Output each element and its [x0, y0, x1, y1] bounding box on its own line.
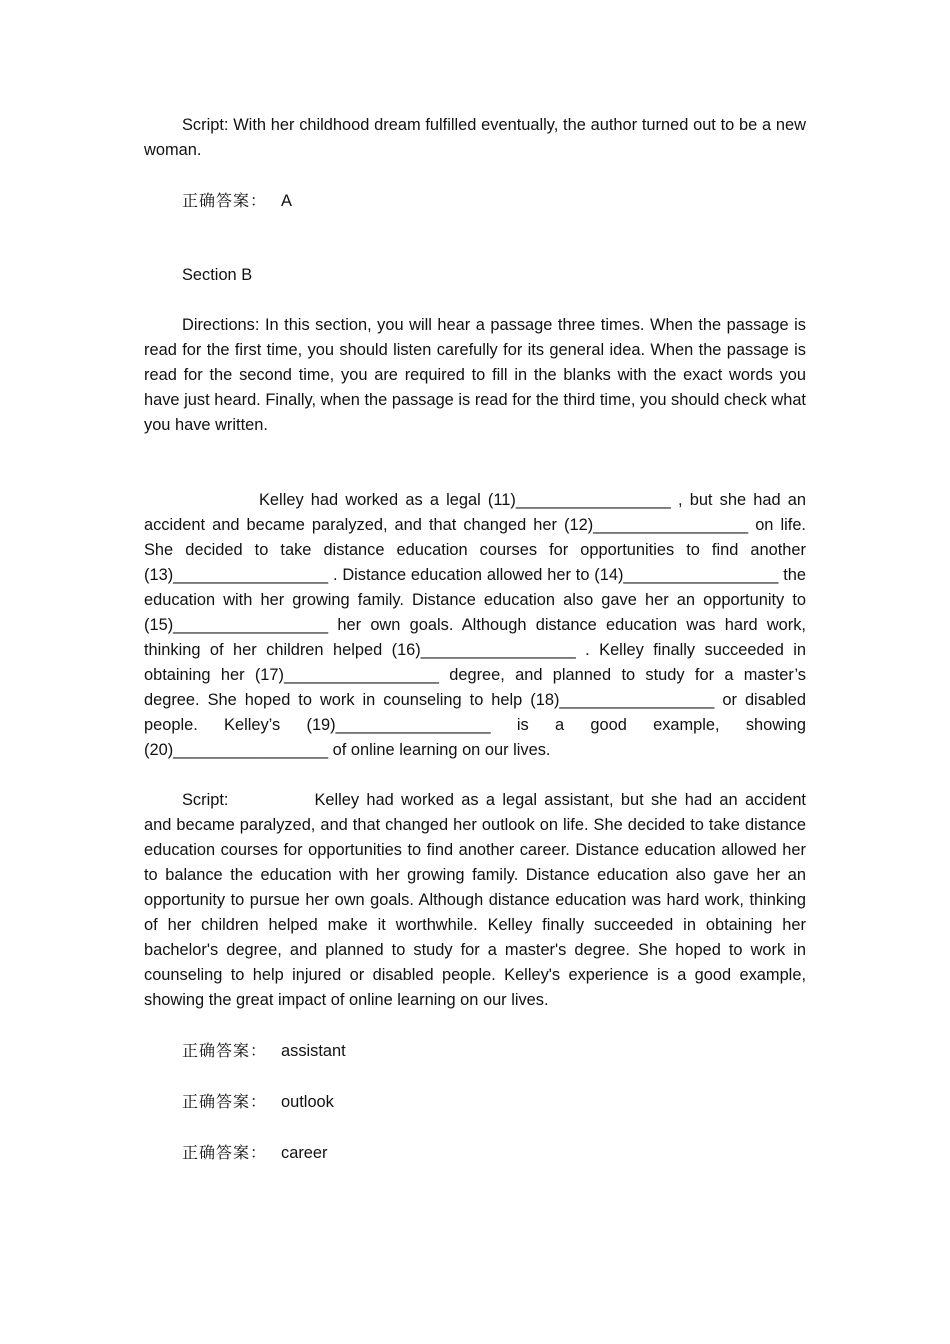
- spacer: [144, 438, 806, 488]
- answer-label: 正确答案：: [182, 1143, 268, 1162]
- answer-value: A: [281, 192, 292, 210]
- answer-line-12: [144, 1089, 806, 1115]
- answer-label: 正确答案：: [182, 1092, 268, 1111]
- answer-value: career: [281, 1144, 328, 1162]
- script-label: Script:: [182, 791, 229, 809]
- spacer: [144, 763, 806, 788]
- directions-paragraph: Directions: In this section, you will hear a passage three times. When the passage is read for the first time, you should listen carefully for its general idea. When the passage is read for the second time, you are required to fill in the blanks with the exact words you have just heard. Finally, when the passage is read for the third time, you should check what you have written.: [144, 316, 806, 434]
- answer-value: assistant: [281, 1042, 346, 1060]
- answer-label: 正确答案：: [182, 1041, 268, 1060]
- spacer: [144, 214, 806, 263]
- document-page: [144, 113, 806, 1166]
- script-paragraph-1: Script: With her childhood dream fulfilled eventually, the author turned out to be a new woman.: [144, 116, 806, 159]
- script-paragraph-2: [144, 788, 806, 1013]
- answer-label: 正确答案：: [182, 191, 268, 210]
- passage-paragraph: [144, 488, 806, 763]
- spacer: [144, 288, 806, 313]
- passage-text: Kelley had worked as a legal (11)_________________ , but she had an accident and became paralyzed, and that changed her (12)_________________ on life. She decided to take distance education courses for opportunities to find another (13)_________________ . Distance education allowed her to (14)_________________ the education with her growing family. Distance education also gave her an opportunity to (15)_________________ her own goals. Although distance education was hard work, thinking of her children helped (16)_________________ . Kelley finally succeeded in obtaining her (17)_________________ degree, and planned to study for a master’s degree. She hoped to work in counseling to help (18)_________________ or disabled people. Kelley’s (19)_________________ is a good example, showing (20)_________________ of online learning on our lives.: [144, 491, 806, 759]
- answer-line-1: [144, 188, 806, 214]
- section-title: Section B: [182, 266, 253, 284]
- spacer: [144, 163, 806, 188]
- spacer: [144, 1013, 806, 1038]
- spacer: [144, 1064, 806, 1089]
- answer-line-13: [144, 1140, 806, 1166]
- script-text: Kelley had worked as a legal assistant, but she had an accident and became paralyzed, and that changed her outlook on life. She decided to take distance education courses for opportunities to find another career. Distance education allowed her to balance the education with her growing family. Distance education also gave her an opportunity to pursue her own goals. Although distance education was hard work, thinking of her children helped make it worthwhile. Kelley finally succeeded in obtaining her bachelor's degree, and planned to study for a master's degree. She hoped to work in counseling to help injured or disabled people. Kelley's experience is a good example, showing the great impact of online learning on our lives.: [144, 791, 806, 1009]
- answer-value: outlook: [281, 1093, 334, 1111]
- spacer: [144, 1115, 806, 1140]
- answer-line-11: [144, 1038, 806, 1064]
